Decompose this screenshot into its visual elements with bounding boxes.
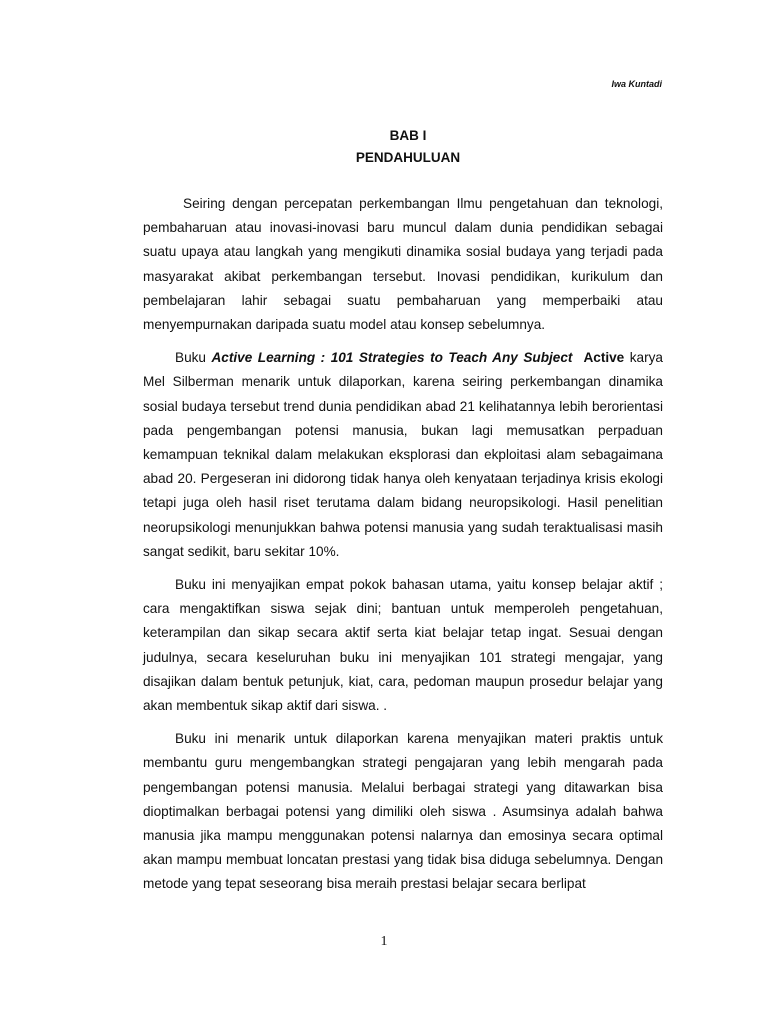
document-body [143,192,663,906]
paragraph-3: Buku ini menyajikan empat pokok bahasan utama, yaitu konsep belajar aktif ; cara mengaktifkan siswa sejak dini; bantuan untuk memperoleh pengetahuan, keterampilan dan sikap secara aktif serta kiat belajar tetap ingat. Sesuai dengan judulnya, secara keseluruhan buku ini menyajikan 101 strategi mengajar, yang disajikan dalam bentuk petunjuk, kiat, cara, pedoman maupun prosedur belajar yang akan membentuk sikap aktif dari siswa. . [143,577,663,714]
book-title: Active Learning : 101 Strategies to Teach Any Subject [211,350,573,366]
chapter-title: PENDAHULUAN [355,150,461,165]
header-author: Iwa Kuntadi [611,79,662,89]
bold-word-active: Active [583,350,625,366]
chapter-number: BAB I [389,128,427,143]
page-number: 1 [380,934,388,949]
paragraph-4: Buku ini menarik untuk dilaporkan karena menyajikan materi praktis untuk membantu guru mengembangkan strategi pengajaran yang lebih mengarah pada pengembangan potensi manusia. Melalui berbagai strategi yang ditawarkan bisa dioptimalkan berbagai potensi yang dimiliki oleh siswa . Asumsinya adalah bahwa manusia jika mampu menggunakan potensi nalarnya dan emosinya secara optimal akan mampu membuat loncatan prestasi yang tidak bisa diduga sebelumnya. Dengan metode yang tepat seseorang bisa meraih prestasi belajar secara berlipat [143,731,663,892]
paragraph-2-text: karya Mel Silberman menarik untuk dilaporkan, karena seiring perkembangan dinamika sosial budaya tersebut trend dunia pendidikan abad 21 kelihatannya lebih berorientasi pada pengembangan potensi manusia, bukan lagi memusatkan perpaduan kemampuan teknikal dalam melakukan eksplorasi dan ekploitasi alam sebagaimana abad 20. Pergeseran ini didorong tidak hanya oleh kenyataan terjadinya krisis ekologi tetapi juga oleh hasil riset terutama dalam bidang neuropsikologi. Hasil penelitian neorupsikologi menunjukkan bahwa potensi manusia yang sudah teraktualisasi masih sangat sedikit, baru sekitar 10%. [143,350,663,559]
paragraph-2-prefix: Buku [175,350,212,366]
paragraph-2 [143,346,663,564]
paragraph-1: Seiring dengan percepatan perkembangan Ilmu pengetahuan dan teknologi, pembaharuan atau inovasi-inovasi baru muncul dalam dunia pendidikan sebagai suatu upaya atau langkah yang mengikuti dinamika sosial budaya yang terjadi pada masyarakat akibat perkembangan tersebut. Inovasi pendidikan, kurikulum dan pembelajaran lahir sebagai suatu pembaharuan yang memperbaiki atau menyempurnakan daripada suatu model atau konsep sebelumnya. [143,196,663,333]
